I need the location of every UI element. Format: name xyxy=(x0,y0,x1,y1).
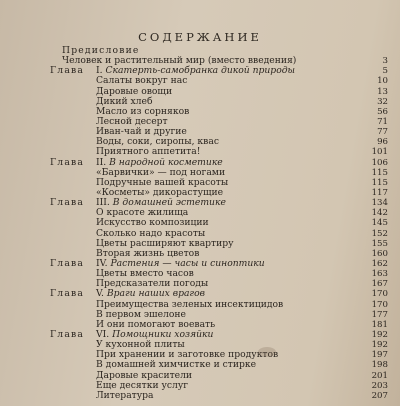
table-of-contents xyxy=(50,46,388,401)
page-number: 201 xyxy=(371,370,388,381)
entry-title-text: II. xyxy=(96,156,110,168)
entry-title-text: Лесной десерт xyxy=(96,115,168,127)
entry-title-text: Салаты вокруг нас xyxy=(96,75,188,87)
chapter-label: Глава xyxy=(50,328,85,340)
page-number: 192 xyxy=(371,329,388,340)
entry-title-text: О красоте жилища xyxy=(96,207,189,219)
page-number: 160 xyxy=(371,248,388,259)
entry-title-text: Даровые овощи xyxy=(96,85,173,97)
entry-title-text: I. xyxy=(96,65,106,77)
page-number: 155 xyxy=(371,238,388,249)
page-number: 77 xyxy=(377,127,388,138)
page-number: 115 xyxy=(371,177,388,188)
entry-title-text: Подручные вашей красоты xyxy=(96,176,229,188)
chapter-title: В домашней эстетике xyxy=(112,197,226,209)
entry-title-text: Литература xyxy=(96,389,154,401)
page-number: 152 xyxy=(371,228,388,239)
entry-title-text: Вторая жизнь цветов xyxy=(96,247,200,259)
page-number: 192 xyxy=(371,340,388,351)
chapter-title: Растения — часы и синоптики xyxy=(110,257,265,269)
page-number: 142 xyxy=(371,208,388,219)
entry-title-text: Дикий хлеб xyxy=(96,95,153,107)
page-number: 71 xyxy=(377,116,388,127)
chapter-label: Глава xyxy=(50,65,85,77)
page-number: 13 xyxy=(377,86,388,97)
ink-smudge xyxy=(258,347,276,357)
page-number: 145 xyxy=(371,218,388,229)
page-number: 167 xyxy=(371,279,388,290)
entry-title-text: IV. xyxy=(96,257,111,269)
entry-title-text: Цветы расширяют квартиру xyxy=(96,237,234,249)
entry-title-text: Масло из сорняков xyxy=(96,105,190,117)
entry-title-text: Предсказатели погоды xyxy=(96,278,209,290)
page-number: 115 xyxy=(371,167,388,178)
chapter-label: Глава xyxy=(50,288,85,300)
entry-title-text: «Барвички» — под ногами xyxy=(96,166,226,178)
page-number: 162 xyxy=(371,258,388,269)
entry-title-text: Человек и растительный мир (вместо введения) xyxy=(62,55,297,67)
toc-entry xyxy=(50,391,388,401)
page-number: 117 xyxy=(371,187,388,198)
page-number: 96 xyxy=(377,137,388,148)
entry-title-text: При хранении и заготовке продуктов xyxy=(96,349,279,361)
entry-title-text: Предисловие xyxy=(62,45,140,56)
entry-title-text: Приятного аппетита! xyxy=(96,146,201,158)
entry-title-text: V. xyxy=(96,288,107,300)
entry-title-text: В домашней химчистке и стирке xyxy=(96,359,257,371)
entry-title xyxy=(96,391,154,401)
entry-title-text: В первом эшелоне xyxy=(96,308,186,320)
entry-title-text: Даровые красители xyxy=(96,369,193,381)
entry-title-text: Еще десятки услуг xyxy=(96,379,189,391)
entry-title-text: И они помогают воевать xyxy=(96,318,216,330)
entry-title-text: Воды, соки, сиропы, квас xyxy=(96,136,219,148)
chapter-label: Глава xyxy=(50,197,85,209)
page-number: 163 xyxy=(371,269,388,280)
page-number: 106 xyxy=(371,157,388,168)
page-number: 177 xyxy=(371,309,388,320)
page-number: 32 xyxy=(377,96,388,107)
entry-title-text: III. xyxy=(96,197,113,209)
entry-title-text: У кухонной плиты xyxy=(96,339,185,351)
chapter-title: Помощники хозяйки xyxy=(112,328,214,340)
entry-title-text: Цветы вместо часов xyxy=(96,268,194,280)
page-number: 203 xyxy=(371,380,388,391)
chapter-title: Скатерть-самобранка дикой природы xyxy=(105,65,296,77)
page-number: 3 xyxy=(382,56,388,67)
entry-title-text: Иван-чай и другие xyxy=(96,126,187,138)
page-number: 197 xyxy=(371,350,388,361)
chapter-label: Глава xyxy=(50,156,85,168)
page-title: СОДЕРЖАНИЕ xyxy=(138,30,262,44)
chapter-label: Глава xyxy=(50,257,85,269)
entry-title-text: Сколько надо красоты xyxy=(96,227,206,239)
page-number: 5 xyxy=(382,66,388,77)
entry-title-text: VI. xyxy=(96,328,113,340)
entry-title-text: Преимущества зеленых инсектицидов xyxy=(96,298,284,310)
page-number: 101 xyxy=(371,147,388,158)
page-number: 198 xyxy=(371,360,388,371)
page-number: 134 xyxy=(371,198,388,209)
page-number: 10 xyxy=(377,76,388,87)
page-number: 181 xyxy=(371,319,388,330)
page-number: 170 xyxy=(371,299,388,310)
entry-title-text: Искусство композиции xyxy=(96,217,209,229)
entry-title-text: «Косметы» дикорастущие xyxy=(96,186,224,198)
page-number: 56 xyxy=(377,106,388,117)
page-number: 170 xyxy=(371,289,388,300)
chapter-title: В народной косметике xyxy=(109,156,223,168)
page-number: 207 xyxy=(371,390,388,401)
chapter-title: Враги наших врагов xyxy=(106,288,205,300)
